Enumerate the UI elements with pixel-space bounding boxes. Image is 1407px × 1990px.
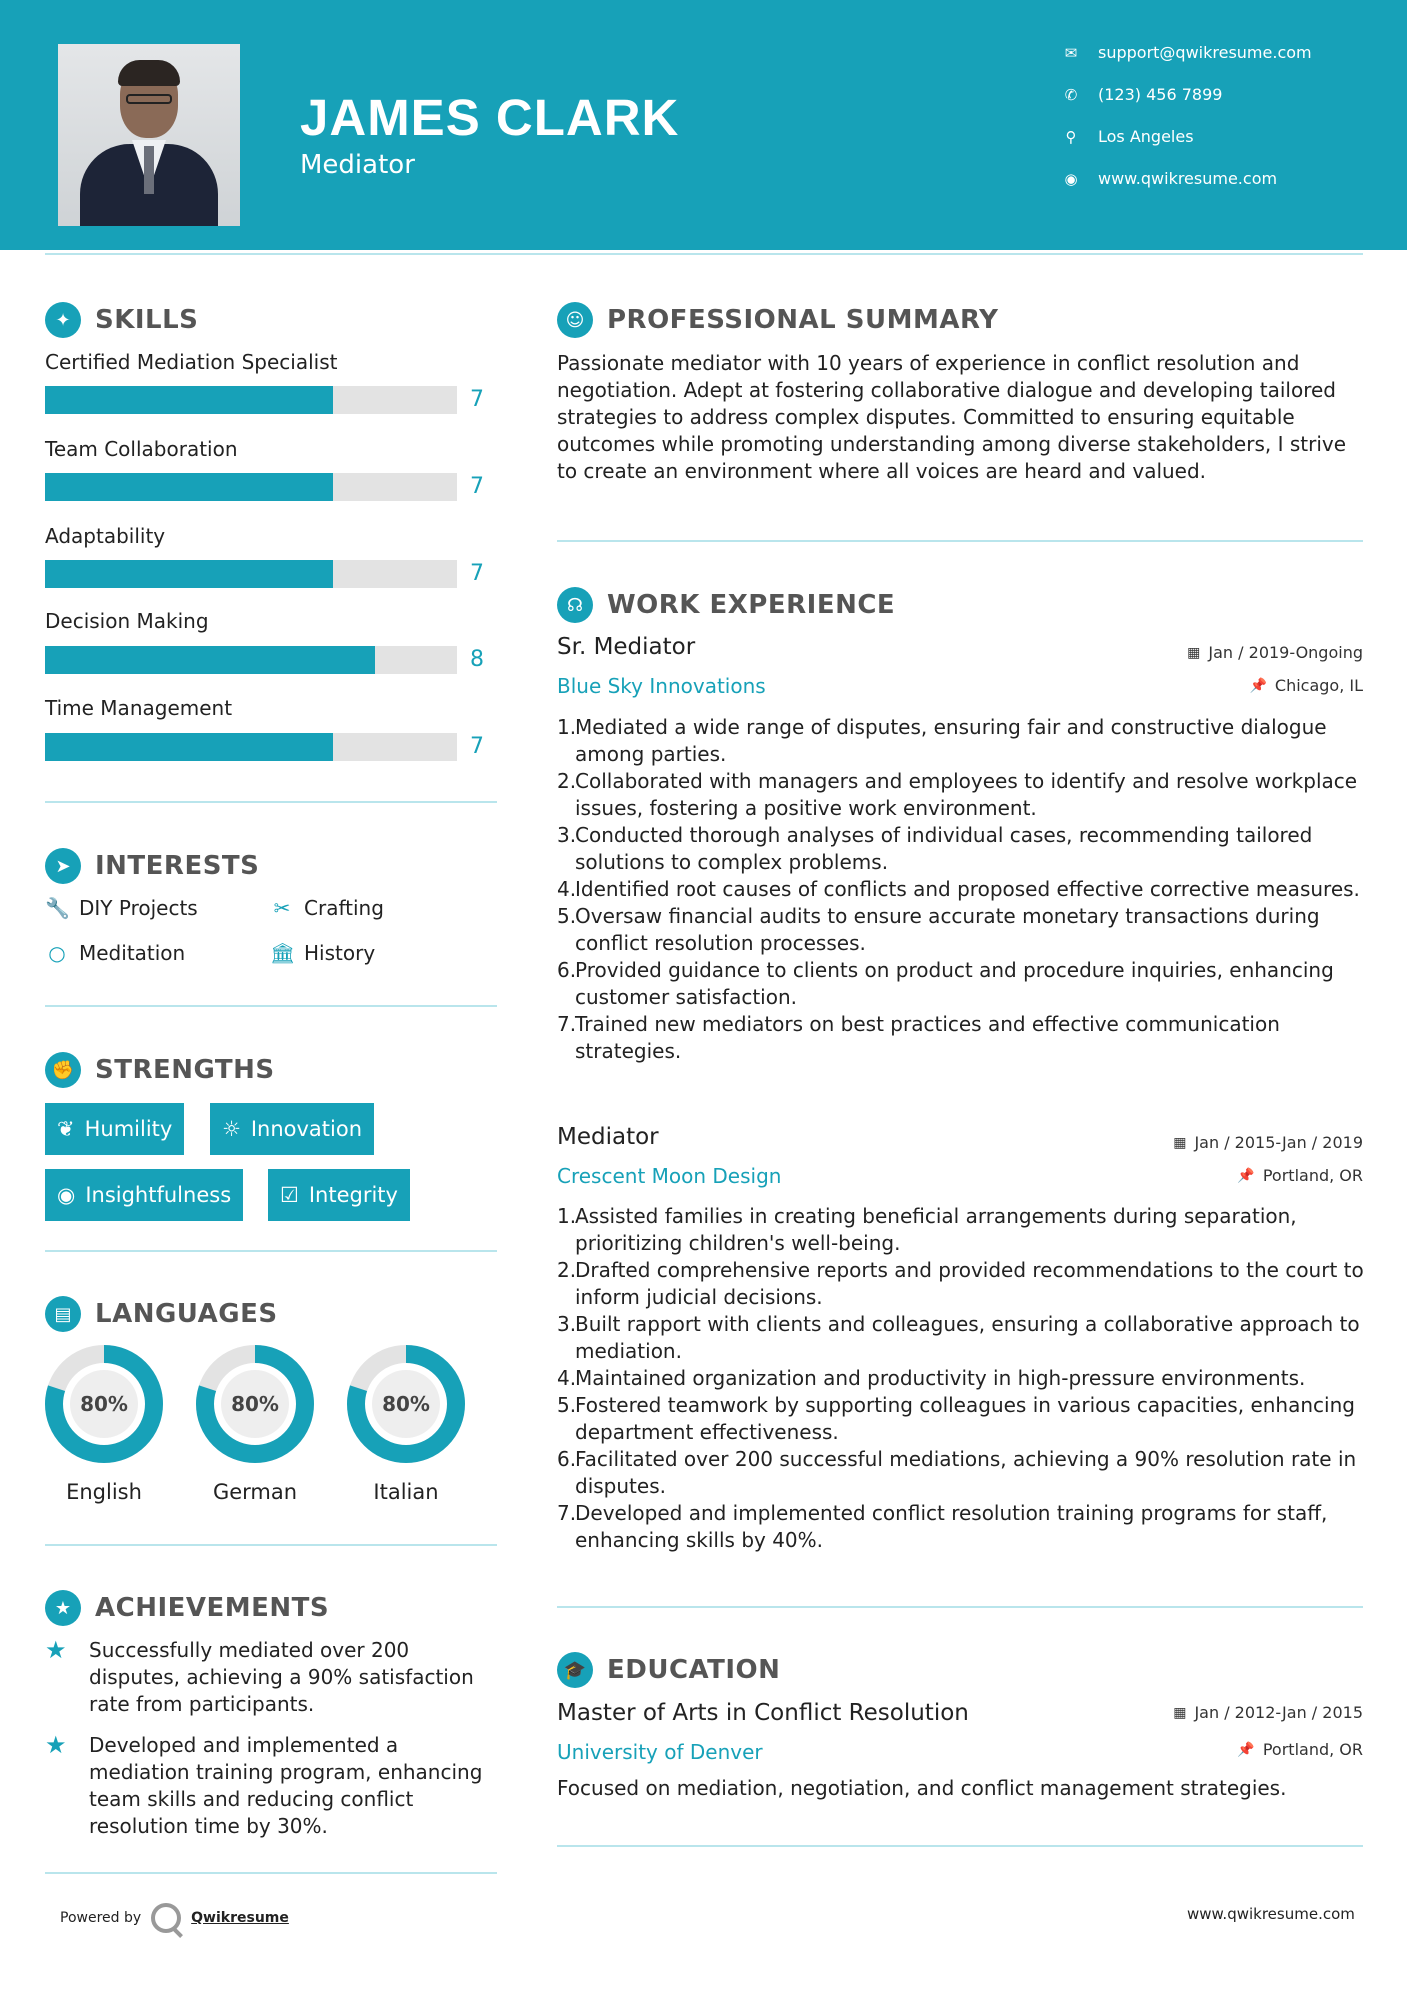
contact-phone[interactable]: ✆ (123) 456 7899 — [1062, 85, 1222, 104]
svg-text:80%: 80% — [80, 1392, 128, 1416]
candidate-name: JAMES CLARK — [300, 89, 680, 146]
id-card-icon: ▤ — [45, 1296, 81, 1332]
languages-heading: ▤ LANGUAGES — [45, 1296, 278, 1332]
skill-bar — [45, 386, 457, 414]
header-divider — [45, 253, 1363, 255]
skill-label: Time Management — [45, 696, 233, 720]
experience-heading: ☊ WORK EXPERIENCE — [557, 587, 895, 623]
skill-value: 8 — [470, 647, 484, 672]
skills-heading: ✦ SKILLS — [45, 302, 198, 338]
resume-header — [0, 0, 1407, 250]
list-item: 2. Drafted comprehensive reports and provided recommendations to the court to inform judicial decisions. — [557, 1258, 1364, 1309]
wrench-icon: 🔧 — [45, 896, 70, 920]
globe-icon: ◉ — [1064, 169, 1078, 188]
section-divider — [557, 1845, 1363, 1847]
brand-link[interactable]: Qwikresume — [191, 1910, 289, 1926]
shooting-star-icon: ★ — [45, 1731, 67, 1759]
svg-text:80%: 80% — [382, 1392, 430, 1416]
skill-value: 7 — [470, 561, 484, 586]
list-item: 7. Developed and implemented conflict resolution training programs for staff, enhancing skills by 40%. — [557, 1501, 1328, 1552]
pushpin-icon: 📌 — [1237, 1741, 1255, 1758]
section-divider — [557, 1606, 1363, 1608]
eye-icon: ◉ — [57, 1183, 76, 1207]
envelope-icon: ✉ — [1064, 43, 1078, 62]
skill-label: Decision Making — [45, 609, 209, 633]
star-badge-icon: ★ — [45, 1590, 81, 1626]
skill-label: Certified Mediation Specialist — [45, 350, 338, 374]
language-ring — [345, 1343, 467, 1465]
strength-chip: ◉ Insightfulness — [45, 1169, 243, 1221]
candidate-role: Mediator — [300, 150, 415, 180]
fist-icon: ✊ — [45, 1052, 81, 1088]
job-title: Sr. Mediator — [557, 634, 696, 660]
skill-bar — [45, 646, 457, 674]
contact-website[interactable]: ◉ www.qwikresume.com — [1062, 169, 1277, 188]
interest-item: ✂ Crafting — [270, 896, 384, 920]
language-ring — [43, 1343, 165, 1465]
strengths-heading: ✊ STRENGTHS — [45, 1052, 275, 1088]
calendar-icon: ▦ — [1173, 1134, 1187, 1151]
achievement-item: ★ Developed and implemented a mediation training program, enhancing team skills and reducing conflict resolution time by 30%. — [45, 1731, 483, 1838]
achievements-heading: ★ ACHIEVEMENTS — [45, 1590, 329, 1626]
paper-plane-icon: ➤ — [45, 848, 81, 884]
strength-chip: ☑ Integrity — [268, 1169, 410, 1221]
section-divider — [557, 540, 1363, 542]
job-company: Crescent Moon Design — [557, 1164, 782, 1188]
list-item: 4. Identified root causes of conflicts and proposed effective corrective measures. — [557, 877, 1360, 901]
list-item: 7. Trained new mediators on best practices and effective communication strategies. — [557, 1012, 1280, 1063]
shooting-star-icon: ★ — [45, 1636, 67, 1664]
education-description: Focused on mediation, negotiation, and conflict management strategies. — [557, 1776, 1287, 1800]
job-company: Blue Sky Innovations — [557, 674, 766, 698]
contact-location: ⚲ Los Angeles — [1062, 127, 1194, 146]
scissors-icon: ✂ — [273, 896, 291, 920]
footer-url[interactable]: www.qwikresume.com — [1187, 1905, 1355, 1923]
map-pin-icon: ⚲ — [1065, 127, 1077, 146]
skill-bar — [45, 560, 457, 588]
circle-icon: ○ — [48, 941, 66, 965]
summary-text: Passionate mediator with 10 years of experience in conflict resolution and negotiation. Adept at fostering collaborative dialogue and developing tailored strategies to address complex disputes. Committed to ensuring equitable outcomes while promoting understanding among diverse stakeholders, I strive to create an environment where all voices are heard and valued. — [557, 351, 1347, 483]
skill-label: Adaptability — [45, 524, 166, 548]
profile-photo — [58, 44, 240, 226]
education-dates: ▦ Jan / 2012-Jan / 2015 — [1173, 1703, 1363, 1722]
lightbulb-icon: ✦ — [45, 302, 81, 338]
language-name: Italian — [373, 1480, 439, 1504]
job-duties-list — [557, 1203, 1367, 1554]
qwikresume-logo-icon — [151, 1903, 181, 1933]
list-item: 5. Oversaw financial audits to ensure accurate monetary transactions during conflict resolution processes. — [557, 904, 1320, 955]
list-item: 2. Collaborated with managers and employees to identify and resolve workplace issues, fostering a positive work environment. — [557, 769, 1358, 820]
school-name: University of Denver — [557, 1740, 763, 1764]
list-item: 4. Maintained organization and productivity in high-pressure environments. — [557, 1366, 1306, 1390]
calendar-icon: ▦ — [1187, 644, 1201, 661]
degree-title: Master of Arts in Conflict Resolution — [557, 1700, 969, 1726]
list-item: 5. Fostered teamwork by supporting colleagues in various capacities, enhancing department effectiveness. — [557, 1393, 1355, 1444]
phone-icon: ✆ — [1064, 85, 1078, 104]
skill-label: Team Collaboration — [45, 437, 238, 461]
summary-heading: ☺ PROFESSIONAL SUMMARY — [557, 302, 998, 338]
achievement-item: ★ Successfully mediated over 200 disputes, achieving a 90% satisfaction rate from participants. — [45, 1636, 474, 1716]
skill-value: 7 — [470, 734, 484, 759]
graduate-icon: 🎓 — [557, 1652, 593, 1688]
section-divider — [45, 1872, 497, 1874]
list-item: 6. Facilitated over 200 successful mediations, achieving a 90% resolution rate in disputes. — [557, 1447, 1357, 1498]
list-item: 6. Provided guidance to clients on product and procedure inquiries, enhancing customer satisfaction. — [557, 958, 1334, 1009]
job-location: 📌 Chicago, IL — [1249, 676, 1363, 695]
svg-text:80%: 80% — [231, 1392, 279, 1416]
education-heading: 🎓 EDUCATION — [557, 1652, 780, 1688]
user-icon: ☺ — [557, 302, 593, 338]
strength-chip: ☼ Innovation — [210, 1103, 374, 1155]
skill-bar — [45, 733, 457, 761]
checkbox-icon: ☑ — [280, 1183, 299, 1207]
language-name: German — [212, 1480, 298, 1504]
contact-email[interactable]: ✉ support@qwikresume.com — [1062, 43, 1312, 62]
job-title: Mediator — [557, 1124, 659, 1150]
powered-by: Powered by Qwikresume — [60, 1903, 289, 1933]
job-location: 📌 Portland, OR — [1237, 1166, 1363, 1185]
list-item: 1. Assisted families in creating beneficial arrangements during separation, prioritizing children's well-being. — [557, 1204, 1297, 1255]
section-divider — [45, 801, 497, 803]
skill-value: 7 — [470, 387, 484, 412]
leaf-icon: ❦ — [57, 1117, 75, 1141]
list-item: 3. Built rapport with clients and colleagues, ensuring a collaborative approach to mediation. — [557, 1312, 1360, 1363]
education-location: 📌 Portland, OR — [1237, 1740, 1363, 1759]
section-divider — [45, 1250, 497, 1252]
pushpin-icon: 📌 — [1237, 1167, 1255, 1184]
section-divider — [45, 1005, 497, 1007]
language-ring — [194, 1343, 316, 1465]
interest-item: 🔧 DIY Projects — [45, 896, 198, 920]
museum-icon: 🏛 — [270, 941, 296, 965]
skill-bar — [45, 473, 457, 501]
headset-icon: ☊ — [557, 587, 593, 623]
calendar-icon: ▦ — [1173, 1704, 1187, 1721]
strength-chip: ❦ Humility — [45, 1103, 184, 1155]
list-item: 1. Mediated a wide range of disputes, ensuring fair and constructive dialogue among parties. — [557, 715, 1327, 766]
job-dates: ▦ Jan / 2019-Ongoing — [1187, 643, 1363, 662]
interests-heading: ➤ INTERESTS — [45, 848, 259, 884]
interest-item: 🏛 History — [270, 941, 376, 965]
list-item: 3. Conducted thorough analyses of individual cases, recommending tailored solutions to complex problems. — [557, 823, 1313, 874]
job-dates: ▦ Jan / 2015-Jan / 2019 — [1173, 1133, 1363, 1152]
job-duties-list — [557, 714, 1367, 1065]
language-name: English — [66, 1480, 142, 1504]
section-divider — [45, 1544, 497, 1546]
lightbulb-icon: ☼ — [222, 1117, 241, 1141]
pushpin-icon: 📌 — [1249, 677, 1267, 694]
skill-value: 7 — [470, 474, 484, 499]
interest-item: ○ Meditation — [45, 941, 185, 965]
